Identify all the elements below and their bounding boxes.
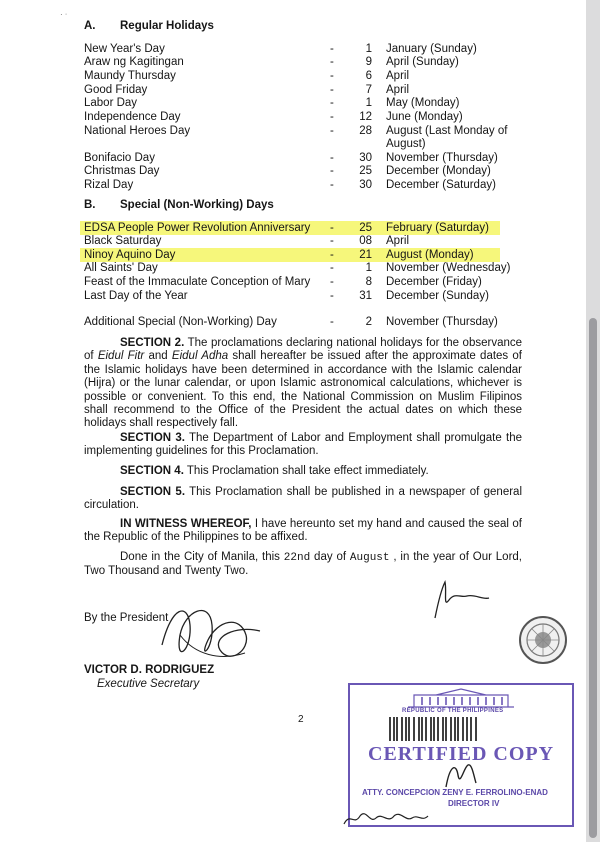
- holiday-row: Ninoy Aquino Day - 21 August (Monday): [84, 249, 474, 261]
- stamp-director-title: DIRECTOR IV: [448, 799, 500, 808]
- building-icon: [406, 687, 516, 709]
- handwritten-date: [340, 806, 430, 830]
- section-3-paragraph: SECTION 3. The Department of Labor and Employment shall promulgate the implementing guidelines for this Proclamation.: [84, 432, 522, 458]
- holiday-row: Rizal Day - 30 December (Saturday): [84, 179, 496, 191]
- section-5-paragraph: SECTION 5. This Proclamation shall be published in a newspaper of general circulation.: [84, 486, 523, 512]
- scrollbar-track[interactable]: [586, 0, 600, 842]
- holiday-row: Last Day of the Year - 31 December (Sunday): [84, 290, 489, 302]
- corner-mark: · ᐧ: [60, 10, 67, 19]
- secretary-signature: [150, 595, 270, 675]
- holiday-row: Bonifacio Day - 30 November (Thursday): [84, 152, 498, 164]
- done-paragraph: Done in the City of Manila, this 22nd day of August , in the year of Our Lord, Two Thousand and Twenty Two.: [84, 551, 522, 578]
- holiday-row: Additional Special (Non-Working) Day - 2 November (Thursday): [84, 316, 498, 328]
- president-signature: [425, 578, 495, 628]
- section-a-title: Regular Holidays: [120, 20, 214, 32]
- page-number: 2: [298, 714, 304, 725]
- stamp-attorney-name: ATTY. CONCEPCION ZENY E. FERROLINO-ENAD: [362, 788, 548, 797]
- scrollbar-thumb[interactable]: [589, 318, 597, 838]
- certified-copy-text: CERTIFIED COPY: [368, 743, 555, 765]
- secretary-title: Executive Secretary: [97, 678, 200, 690]
- section-b-heading: B. Special (Non-Working) Days: [84, 199, 274, 211]
- by-the-president: By the President: [84, 612, 169, 624]
- holiday-row: All Saints' Day - 1 November (Wednesday): [84, 262, 511, 274]
- secretary-name: VICTOR D. RODRIGUEZ: [84, 664, 215, 676]
- witness-paragraph: IN WITNESS WHEREOF, I have hereunto set my hand and caused the seal of the Republic of the Philippines to be affixed.: [84, 518, 523, 544]
- holiday-row: Black Saturday - 08 April: [84, 235, 410, 247]
- section-a-heading: A. Regular Holidays: [84, 20, 214, 32]
- official-seal-icon: [518, 615, 568, 665]
- holiday-row: EDSA People Power Revolution Anniversary - 25 February (Saturday): [84, 222, 489, 234]
- stamp-signature: [442, 759, 478, 791]
- holiday-row: Maundy Thursday - 6 April: [84, 70, 410, 82]
- holiday-row: Feast of the Immaculate Conception of Mary - 8 December (Friday): [84, 276, 482, 288]
- barcode-icon: [388, 717, 480, 743]
- holiday-row: National Heroes Day - 28 August (Last Monday of August): [84, 125, 508, 150]
- holiday-row: Labor Day - 1 May (Monday): [84, 97, 460, 109]
- holiday-row: New Year's Day - 1 January (Sunday): [84, 43, 477, 55]
- holiday-row: Independence Day - 12 June (Monday): [84, 111, 463, 123]
- section-b-title: Special (Non-Working) Days: [120, 199, 274, 211]
- holiday-row: Good Friday - 7 April: [84, 84, 410, 96]
- stamp-republic-text: REPUBLIC OF THE PHILIPPINES: [402, 708, 504, 714]
- section-2-paragraph: SECTION 2. The proclamations declaring national holidays for the observance of Eidul Fitr and Eidul Adha shall hereafter be issued after the approximate dates of the Islamic holidays have been determined in accordance with the Islamic calendar (Hijra) or the lunar calendar, or upon Islamic astronomical calculations, whichever is possible or convenient. To this end, the National Commission on Muslim Filipinos shall recommend to the Office of the President the actual dates on which these holidays shall respectively fall.: [84, 337, 523, 430]
- holiday-row: Araw ng Kagitingan - 9 April (Sunday): [84, 56, 459, 68]
- holiday-row: Christmas Day - 25 December (Monday): [84, 165, 491, 177]
- section-4-paragraph: SECTION 4. This Proclamation shall take effect immediately.: [120, 465, 429, 477]
